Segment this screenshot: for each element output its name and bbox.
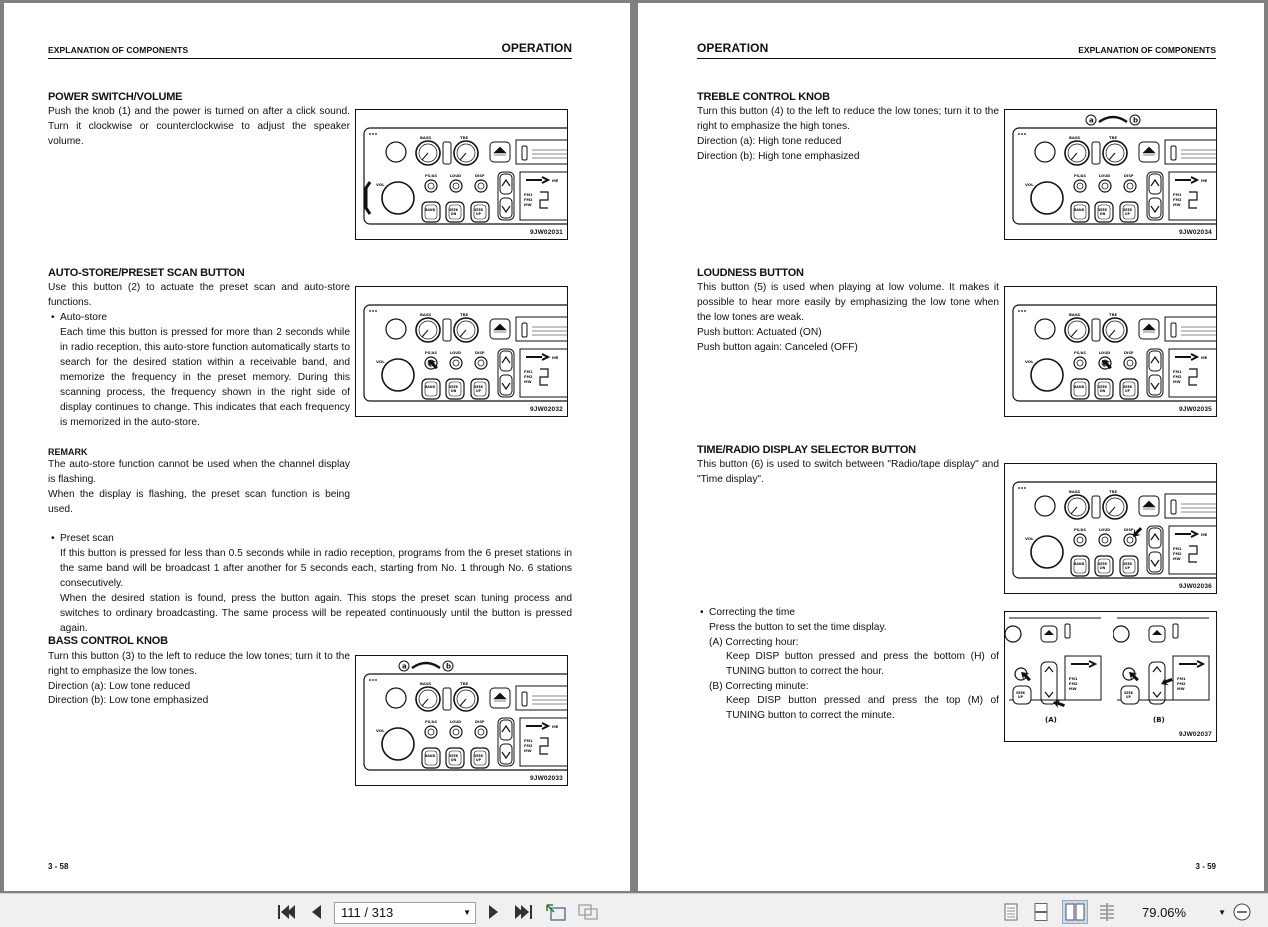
- tuning-up: [500, 351, 512, 371]
- figure-code: 9JW02034: [1178, 229, 1212, 236]
- indicator-dot: [375, 679, 377, 681]
- seven-segment-digit: [1189, 192, 1197, 208]
- figure-caption-b: (B): [1153, 716, 1165, 724]
- previous-page-icon[interactable]: [308, 903, 324, 921]
- treble-label: TRE: [460, 135, 469, 140]
- page-number: 3 - 59: [1195, 862, 1216, 871]
- tuning-down: [500, 744, 512, 764]
- treble-label: TRE: [1109, 312, 1118, 317]
- seek-up-button-label-line1: SEEK: [1123, 562, 1133, 566]
- volume-knob: [382, 728, 414, 760]
- correct-a-title: (A) Correcting hour:: [709, 637, 799, 648]
- section-title-autostore: AUTO-STORE/PRESET SCAN BUTTON: [48, 267, 245, 279]
- me-label: ME: [1201, 532, 1208, 537]
- pdf-page-left: [4, 3, 630, 891]
- bullet-correcting-time: • Correcting the time: [709, 605, 795, 620]
- power-body: Push the knob (1) and the power is turned on after a click sound. Turn it clockwise or counterclockwise to adjust the speaker volume.: [48, 106, 350, 147]
- next-page-icon[interactable]: [486, 903, 502, 921]
- loudness-button: [1099, 180, 1111, 192]
- indicator-dot: [369, 310, 371, 312]
- loudness-button: [1099, 534, 1111, 546]
- figure-loudness: [1004, 286, 1217, 417]
- preset-para1: If this button is pressed for less than 0.5 seconds while in radio reception, programs from the 6 preset stations in the same band will be broadcast 1 after another for 5 seconds each, starting from No. 1 through No. 6 stations consecutively.: [60, 548, 572, 589]
- radio-panel-figure: [1005, 287, 1216, 416]
- figure-correcting-time: [1004, 611, 1217, 742]
- figure-autostore: [355, 286, 568, 417]
- ps-as-button-label: PS/AS: [425, 351, 437, 355]
- seek-down-button-label-line2: DN: [451, 758, 457, 762]
- indicator-dot: [375, 310, 377, 312]
- indicator-dot: [372, 133, 374, 135]
- fit-width-icon[interactable]: [576, 903, 600, 921]
- two-page-view-icon[interactable]: [1062, 900, 1088, 924]
- tuning-up: [1149, 351, 1161, 371]
- header-right: OPERATION: [501, 41, 572, 55]
- tuning-up: [1149, 528, 1161, 548]
- treble-dir-b: Direction (b): High tone emphasized: [697, 151, 860, 162]
- seven-segment-digit: [1189, 546, 1197, 562]
- loudness-body: This button (5) is used when playing at low volume. It makes it possible to hear more easily by emphasizing the low tone when the low tones are weak.: [697, 282, 999, 323]
- band-indicator-icon: [1071, 661, 1095, 667]
- rotate-arrow-icon: [366, 182, 370, 214]
- volume-knob: [382, 359, 414, 391]
- mw-label: MW: [1069, 687, 1077, 691]
- fm2-label: FM2: [524, 375, 533, 379]
- seek-up-button-label-line2: UP: [476, 758, 481, 762]
- seek-up-label-line2: UP: [1126, 695, 1131, 699]
- mw-label: MW: [1173, 557, 1181, 561]
- indicator-dot: [1024, 310, 1026, 312]
- radio-panel-drawing: [1013, 305, 1216, 401]
- seek-down-button-label-line1: SEEK: [449, 754, 459, 758]
- fm1-label: FM1: [1069, 677, 1078, 681]
- page-indicator: 111 / 313: [341, 905, 394, 920]
- indicator-dot: [375, 133, 377, 135]
- arrow-shape: [1159, 675, 1173, 688]
- section-title-bass: BASS CONTROL KNOB: [48, 635, 168, 647]
- radio-panel-figure: [356, 287, 567, 416]
- display-button: [1124, 180, 1136, 192]
- loudness-button-label: LOUD: [450, 351, 462, 355]
- display-button: [475, 180, 487, 192]
- ps-as-button-label: PS/AS: [1074, 351, 1086, 355]
- tuning-up: [500, 174, 512, 194]
- ps-as-button: [1074, 357, 1086, 369]
- loudness-button-label: LOUD: [1099, 174, 1111, 178]
- direction-a-label: a: [402, 662, 407, 671]
- panel-detail-b: [1113, 618, 1209, 724]
- direction-b-label: b: [1133, 116, 1139, 125]
- tuning-down: [1149, 552, 1161, 572]
- chevron-down-icon: ▼: [463, 908, 471, 917]
- autostore-body: Use this button (2) to actuate the preset scan and auto-store functions.: [48, 282, 350, 308]
- bass-label: BASS: [1069, 312, 1081, 317]
- balance-slider: [1092, 319, 1100, 341]
- seek-up-button-label-line2: UP: [1125, 212, 1130, 216]
- seek-down-button-label-line2: DN: [451, 212, 457, 216]
- volume-label: VOL: [1025, 182, 1034, 187]
- treble-knob: [1113, 626, 1129, 642]
- direction-arc-icon: [1099, 117, 1127, 122]
- bass-dir-a: Direction (a): Low tone reduced: [48, 681, 191, 692]
- seek-up-label-line2: UP: [1018, 695, 1023, 699]
- seek-up-button-label-line2: UP: [476, 212, 481, 216]
- fm2-label: FM2: [524, 198, 533, 202]
- header-right: EXPLANATION OF COMPONENTS: [1078, 45, 1216, 55]
- seek-down-button-label-line2: DN: [1100, 389, 1106, 393]
- fm1-label: FM1: [524, 193, 533, 197]
- viewer-toolbar: [0, 893, 1268, 927]
- ps-as-button: [425, 180, 437, 192]
- band-indicator-icon: [526, 354, 548, 360]
- figure-code: 9JW02031: [529, 229, 563, 236]
- power-light: [386, 142, 406, 162]
- figure-code: 9JW02035: [1178, 406, 1212, 413]
- chevron-down-icon: ▼: [1218, 908, 1226, 917]
- radio-panel-drawing: [1013, 482, 1216, 578]
- volume-knob: [1031, 182, 1063, 214]
- mw-label: MW: [524, 749, 532, 753]
- volume-label: VOL: [1025, 359, 1034, 364]
- tape-door: [522, 692, 527, 706]
- tape-door: [522, 146, 527, 160]
- page-number: 3 - 58: [48, 862, 69, 871]
- mw-label: MW: [1173, 203, 1181, 207]
- direction-a-label: a: [1089, 116, 1094, 125]
- seek-down-button-label-line1: SEEK: [1098, 385, 1108, 389]
- power-light: [386, 319, 406, 339]
- indicator-dot: [369, 133, 371, 135]
- timeradio-body: This button (6) is used to switch between "Radio/tape display" and "Time display".: [697, 459, 999, 485]
- radio-panel-drawing: [364, 661, 567, 770]
- band-button-label-line1: BAND: [1074, 562, 1085, 566]
- tape-door: [1171, 146, 1176, 160]
- zoom-select[interactable]: [1142, 902, 1232, 924]
- seek-up-button-label-line1: SEEK: [474, 208, 484, 212]
- indicator-dot: [372, 310, 374, 312]
- continuous-view-icon[interactable]: [1030, 903, 1052, 921]
- tuning-up: [500, 720, 512, 740]
- section-title-treble: TREBLE CONTROL KNOB: [697, 91, 830, 103]
- page-number-select[interactable]: [334, 902, 476, 924]
- mw-label: MW: [524, 380, 532, 384]
- fm1-label: FM1: [1173, 547, 1182, 551]
- radio-panel-drawing: [364, 128, 567, 224]
- seven-segment-digit: [1189, 369, 1197, 385]
- autostore-detail: Each time this button is pressed for more than 2 seconds while in radio reception, this auto-store function automatically starts to search for the desired station within a receivable band, and memorize the frequency in the preset memory. During this scanning process, the frequency shown in the right side of display continues to change. This indicates that each frequency is memorized in the auto-store.: [60, 327, 350, 428]
- balance-slider: [1092, 496, 1100, 518]
- seek-up-label-line1: SEEK: [1016, 691, 1026, 695]
- balance-slider: [443, 142, 451, 164]
- pointer-arrow-icon: [1159, 675, 1173, 688]
- loudness-button: [450, 357, 462, 369]
- figure-code: 9JW02036: [1178, 583, 1212, 590]
- indicator-dot: [1021, 310, 1023, 312]
- volume-knob: [1031, 359, 1063, 391]
- tape-door: [522, 323, 527, 337]
- ps-as-button-label: PS/AS: [425, 174, 437, 178]
- section-title-loudness: LOUDNESS BUTTON: [697, 267, 804, 279]
- loudness-button-label: LOUD: [450, 720, 462, 724]
- seek-down-button-label-line1: SEEK: [1098, 562, 1108, 566]
- radio-panel-figure: [356, 656, 567, 785]
- zoom-out-icon[interactable]: [1232, 903, 1252, 921]
- remark-line2: When the display is flashing, the preset scan function is being used.: [48, 489, 350, 515]
- me-label: ME: [552, 724, 559, 729]
- ps-as-button: [1074, 180, 1086, 192]
- loudness-button: [450, 180, 462, 192]
- tuning-up: [1149, 174, 1161, 194]
- display-button-label: DISP: [475, 720, 485, 724]
- tape-door: [1171, 500, 1176, 514]
- seek-up-button-label-line1: SEEK: [1123, 385, 1133, 389]
- chevron-up-icon: [1045, 667, 1053, 672]
- tape-door: [1173, 624, 1178, 638]
- volume-label: VOL: [1025, 536, 1034, 541]
- seek-up-button-label-line2: UP: [1125, 566, 1130, 570]
- seek-down-button-label-line2: DN: [1100, 566, 1106, 570]
- remark-title: REMARK: [48, 447, 88, 457]
- band-indicator-icon: [1175, 531, 1197, 537]
- indicator-dot: [1021, 133, 1023, 135]
- display-button-label: DISP: [1124, 528, 1134, 532]
- tape-door: [1171, 323, 1176, 337]
- header-left: EXPLANATION OF COMPONENTS: [48, 45, 189, 55]
- tape-door: [1065, 624, 1070, 638]
- radio-panel-figure: [1005, 110, 1216, 239]
- fm1-label: FM1: [1173, 193, 1182, 197]
- seek-up-button-label-line1: SEEK: [474, 754, 484, 758]
- volume-label: VOL: [376, 359, 385, 364]
- direction-b-label: b: [446, 662, 452, 671]
- preset-para2: When the desired station is found, press the button again. This stops the preset scan tuning process and switches to ordinary broadcasting. The same process will be repeated continuously until the button is pressed again.: [60, 593, 572, 634]
- seek-down-button-label-line1: SEEK: [1098, 208, 1108, 212]
- power-light: [1035, 496, 1055, 516]
- chevron-down-icon: [1153, 692, 1161, 697]
- bass-dir-b: Direction (b): Low tone emphasized: [48, 695, 209, 706]
- page-header: [697, 39, 1216, 59]
- indicator-dot: [1024, 487, 1026, 489]
- display-button: [1124, 357, 1136, 369]
- seek-up-button-label-line2: UP: [476, 389, 481, 393]
- treble-label: TRE: [460, 312, 469, 317]
- display-button: [475, 357, 487, 369]
- seek-down-button-label-line1: SEEK: [449, 385, 459, 389]
- pdf-page-right: [638, 3, 1264, 891]
- loudness-button-label: LOUD: [450, 174, 462, 178]
- correcting-time-figure: [1005, 612, 1216, 741]
- radio-panel-figure: [356, 110, 567, 239]
- ps-as-button-label: PS/AS: [1074, 528, 1086, 532]
- power-light: [1035, 142, 1055, 162]
- treble-label: TRE: [1109, 135, 1118, 140]
- balance-slider: [443, 319, 451, 341]
- display-button-label: DISP: [1124, 351, 1134, 355]
- indicator-dot: [1018, 487, 1020, 489]
- display-button-label: DISP: [475, 174, 485, 178]
- last-page-icon[interactable]: [514, 903, 534, 921]
- volume-knob: [382, 182, 414, 214]
- fm1-label: FM1: [524, 370, 533, 374]
- loudness-push2: Push button again: Canceled (OFF): [697, 342, 858, 353]
- balance-slider: [443, 688, 451, 710]
- seven-segment-digit: [540, 738, 548, 754]
- display-button: [475, 726, 487, 738]
- treble-label: TRE: [460, 681, 469, 686]
- seven-segment-digit: [540, 192, 548, 208]
- correct-b-title: (B) Correcting minute:: [709, 681, 809, 692]
- band-button-label-line1: BAND: [1074, 208, 1085, 212]
- chevron-down-icon: [1045, 692, 1053, 697]
- figure-timeradio: [1004, 463, 1217, 594]
- seven-segment-digit: [540, 369, 548, 385]
- loudness-button: [450, 726, 462, 738]
- indicator-dot: [1024, 133, 1026, 135]
- page-header: [48, 39, 572, 59]
- indicator-dot: [369, 679, 371, 681]
- loudness-button-label: LOUD: [1099, 528, 1111, 532]
- me-label: ME: [1201, 178, 1208, 183]
- fm2-label: FM2: [1069, 682, 1078, 686]
- band-indicator-icon: [1175, 177, 1197, 183]
- seek-up-button-label-line1: SEEK: [1123, 208, 1133, 212]
- figure-bass: [355, 655, 568, 786]
- bass-label: BASS: [1069, 489, 1081, 494]
- ps-as-button: [425, 726, 437, 738]
- remark-line1: The auto-store function cannot be used when the channel display is flashing.: [48, 459, 350, 485]
- balance-slider: [1092, 142, 1100, 164]
- fm1-label: FM1: [524, 739, 533, 743]
- bass-label: BASS: [420, 135, 432, 140]
- fit-page-icon[interactable]: [544, 903, 568, 921]
- chevron-up-icon: [1153, 667, 1161, 672]
- direction-arc-icon: [412, 663, 440, 668]
- section-title-power: POWER SWITCH/VOLUME: [48, 91, 183, 103]
- bullet-autostore: • Auto-store: [60, 310, 107, 325]
- mw-label: MW: [1173, 380, 1181, 384]
- me-label: ME: [1201, 355, 1208, 360]
- volume-label: VOL: [376, 728, 385, 733]
- radio-panel-drawing: [364, 305, 567, 401]
- header-left: OPERATION: [697, 41, 769, 55]
- figure-code: 9JW02033: [529, 775, 563, 782]
- single-page-view-icon[interactable]: [1000, 903, 1022, 921]
- ps-as-button-label: PS/AS: [1074, 174, 1086, 178]
- tuning-down: [500, 375, 512, 395]
- fm1-label: FM1: [1177, 677, 1186, 681]
- treble-label: TRE: [1109, 489, 1118, 494]
- power-light: [386, 688, 406, 708]
- panel-detail-a: [1005, 618, 1101, 724]
- seek-down-button-label-line2: DN: [451, 389, 457, 393]
- me-label: ME: [552, 178, 559, 183]
- bass-label: BASS: [1069, 135, 1081, 140]
- figure-power: [355, 109, 568, 240]
- fm2-label: FM2: [1173, 552, 1182, 556]
- fm2-label: FM2: [1173, 375, 1182, 379]
- correct-b-body: Keep DISP button pressed and press the top (M) of TUNING button to correct the minute.: [726, 695, 999, 721]
- fm2-label: FM2: [1177, 682, 1186, 686]
- volume-label: VOL: [376, 182, 385, 187]
- loudness-push1: Push button: Actuated (ON): [697, 327, 822, 338]
- band-indicator-icon: [526, 177, 548, 183]
- fm2-label: FM2: [524, 744, 533, 748]
- power-light: [1035, 319, 1055, 339]
- mw-label: MW: [1177, 687, 1185, 691]
- figure-treble: [1004, 109, 1217, 240]
- volume-knob: [1031, 536, 1063, 568]
- ps-as-button-label: PS/AS: [425, 720, 437, 724]
- correct-intro: Press the button to set the time display.: [709, 622, 887, 633]
- me-label: ME: [552, 355, 559, 360]
- seek-down-button-label-line1: SEEK: [449, 208, 459, 212]
- display-button-label: DISP: [475, 351, 485, 355]
- band-button-label-line1: BAND: [425, 385, 436, 389]
- fm1-label: FM1: [1173, 370, 1182, 374]
- tuning-down: [1149, 375, 1161, 395]
- treble-knob: [1005, 626, 1021, 642]
- bass-label: BASS: [420, 681, 432, 686]
- tuning-down: [500, 198, 512, 218]
- radio-panel-figure: [1005, 464, 1216, 593]
- indicator-dot: [1021, 487, 1023, 489]
- first-page-icon[interactable]: [276, 903, 296, 921]
- figure-code: 9JW02037: [1178, 731, 1212, 738]
- mw-label: MW: [524, 203, 532, 207]
- zoom-value: 79.06%: [1142, 905, 1187, 920]
- seek-up-label-line1: SEEK: [1124, 691, 1134, 695]
- bullet-preset-scan: • Preset scan: [60, 531, 114, 546]
- correct-a-body: Keep DISP button pressed and press the bottom (H) of TUNING button to correct the hour.: [726, 651, 999, 677]
- band-indicator-icon: [1175, 354, 1197, 360]
- section-title-timeradio: TIME/RADIO DISPLAY SELECTOR BUTTON: [697, 444, 916, 456]
- two-page-continuous-icon[interactable]: [1096, 903, 1118, 921]
- ps-as-button: [1074, 534, 1086, 546]
- figure-code: 9JW02032: [529, 406, 563, 413]
- bass-body: Turn this button (3) to the left to reduce the low tones; turn it to the right to emphasize the low tones.: [48, 651, 350, 677]
- band-button-label-line1: BAND: [425, 754, 436, 758]
- figure-caption-a: (A): [1045, 716, 1057, 724]
- indicator-dot: [1018, 133, 1020, 135]
- indicator-dot: [1018, 310, 1020, 312]
- seek-down-button-label-line2: DN: [1100, 212, 1106, 216]
- band-indicator-icon: [526, 723, 548, 729]
- band-button-label-line1: BAND: [1074, 385, 1085, 389]
- bass-label: BASS: [420, 312, 432, 317]
- band-button-label-line1: BAND: [425, 208, 436, 212]
- display-button-label: DISP: [1124, 174, 1134, 178]
- indicator-dot: [372, 679, 374, 681]
- seek-up-button-label-line2: UP: [1125, 389, 1130, 393]
- treble-dir-a: Direction (a): High tone reduced: [697, 136, 842, 147]
- fm2-label: FM2: [1173, 198, 1182, 202]
- band-indicator-icon: [1179, 661, 1203, 667]
- treble-body: Turn this button (4) to the left to reduce the low tones; turn it to the right to emphasize the high tones.: [697, 106, 999, 132]
- radio-panel-drawing: [1013, 115, 1216, 224]
- tuning-down: [1149, 198, 1161, 218]
- loudness-button-label: LOUD: [1099, 351, 1111, 355]
- seek-up-button-label-line1: SEEK: [474, 385, 484, 389]
